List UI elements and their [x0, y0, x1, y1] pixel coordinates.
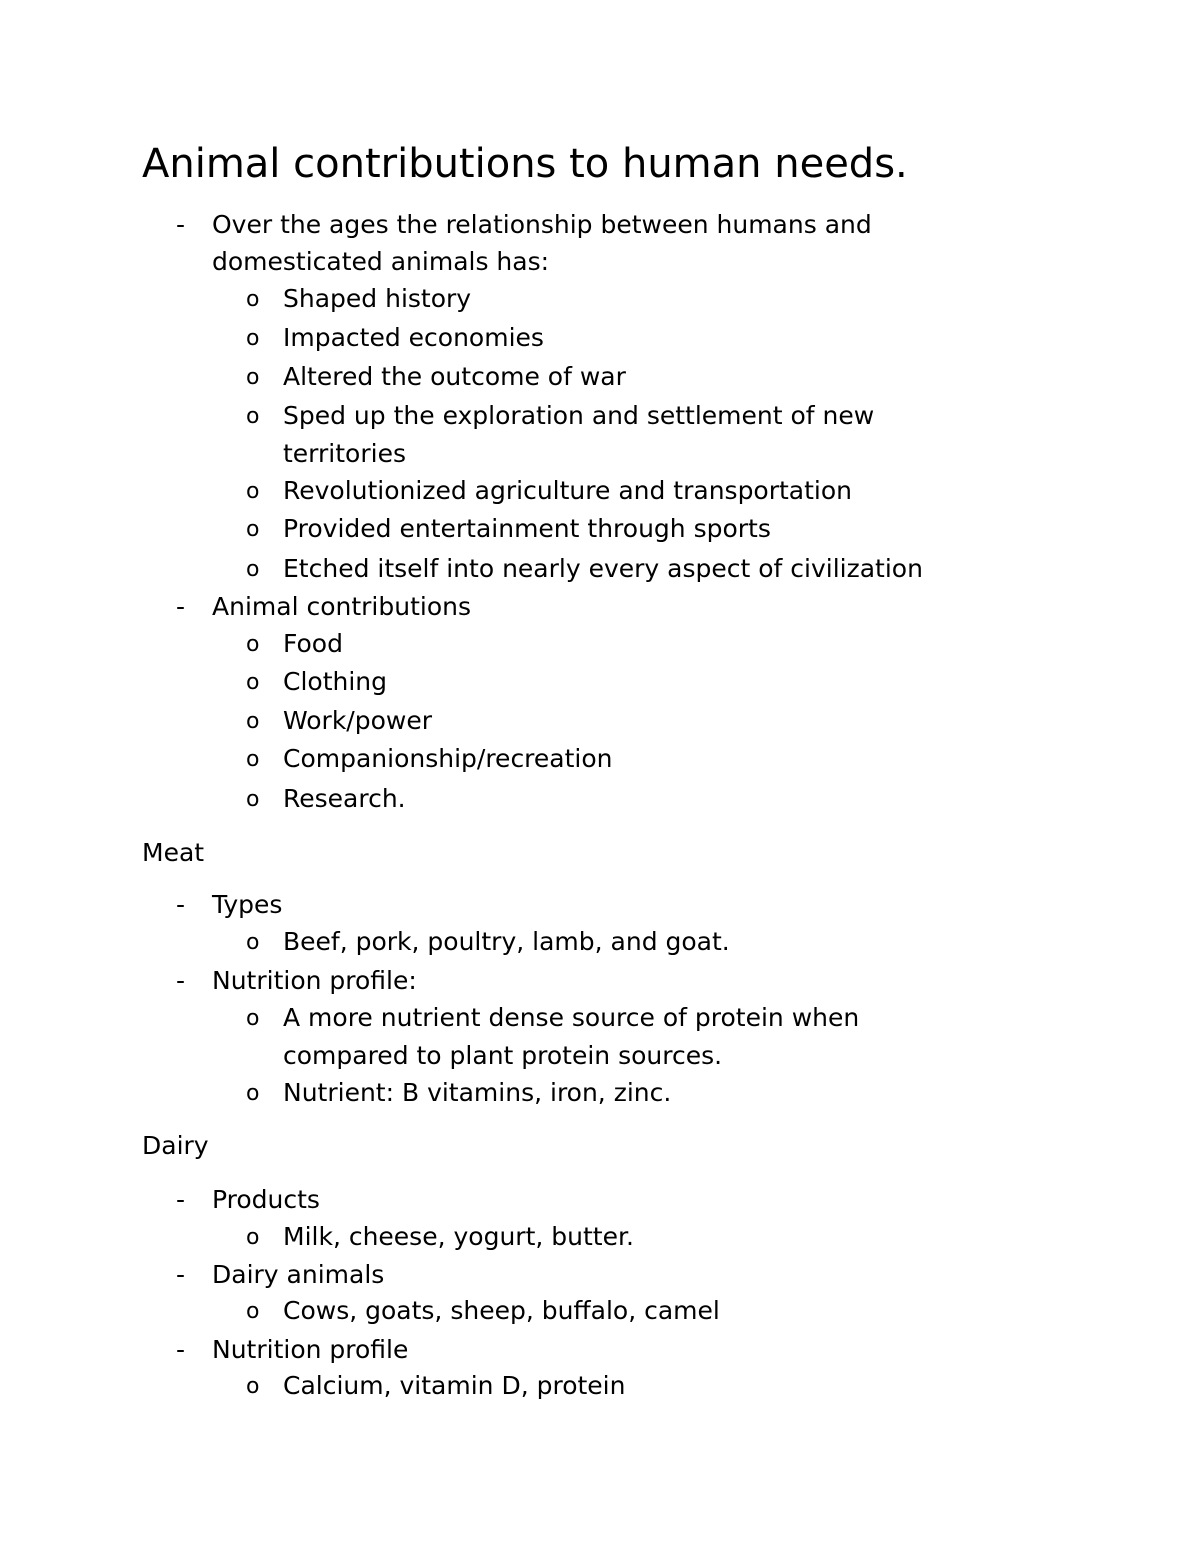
- circle-bullet: o: [246, 787, 260, 812]
- sub-bullet-text: Milk, cheese, yogurt, butter.: [283, 1222, 634, 1251]
- circle-bullet: o: [246, 930, 260, 955]
- circle-bullet: o: [246, 287, 260, 312]
- circle-bullet: o: [246, 365, 260, 390]
- dash-bullet: -: [176, 1260, 186, 1289]
- sub-bullet-text: Beef, pork, poultry, lamb, and goat.: [283, 927, 730, 956]
- circle-bullet: o: [246, 1299, 260, 1324]
- sub-bullet-text: Altered the outcome of war: [283, 362, 626, 391]
- dash-bullet: -: [176, 890, 186, 919]
- bullet-text: Dairy animals: [212, 1260, 385, 1289]
- circle-bullet: o: [246, 1006, 260, 1031]
- circle-bullet: o: [246, 1374, 260, 1399]
- bullet-text: Types: [212, 890, 283, 919]
- section-heading-meat: Meat: [142, 838, 205, 867]
- circle-bullet: o: [246, 479, 260, 504]
- sub-bullet-text: Nutrient: B vitamins, iron, zinc.: [283, 1078, 672, 1107]
- sub-bullet-text: Sped up the exploration and settlement of new: [283, 401, 875, 430]
- sub-bullet-text: A more nutrient dense source of protein when: [283, 1003, 860, 1032]
- circle-bullet: o: [246, 404, 260, 429]
- section-heading-dairy: Dairy: [142, 1131, 209, 1160]
- sub-bullet-text: Work/power: [283, 706, 432, 735]
- sub-bullet-text-continued: compared to plant protein sources.: [283, 1041, 723, 1070]
- bullet-text: Over the ages the relationship between humans and: [212, 210, 872, 239]
- circle-bullet: o: [246, 517, 260, 542]
- circle-bullet: o: [246, 1081, 260, 1106]
- sub-bullet-text: Impacted economies: [283, 323, 544, 352]
- page-title: Animal contributions to human needs.: [142, 141, 908, 187]
- sub-bullet-text: Etched itself into nearly every aspect of civilization: [283, 554, 923, 583]
- sub-bullet-text: Research.: [283, 784, 406, 813]
- sub-bullet-text: Food: [283, 629, 343, 658]
- dash-bullet: -: [176, 210, 186, 239]
- bullet-text: Nutrition profile:: [212, 966, 417, 995]
- circle-bullet: o: [246, 557, 260, 582]
- sub-bullet-text: Clothing: [283, 667, 388, 696]
- sub-bullet-text: Companionship/recreation: [283, 744, 613, 773]
- bullet-text: Animal contributions: [212, 592, 471, 621]
- sub-bullet-text-continued: territories: [283, 439, 406, 468]
- circle-bullet: o: [246, 632, 260, 657]
- sub-bullet-text: Calcium, vitamin D, protein: [283, 1371, 626, 1400]
- sub-bullet-text: Provided entertainment through sports: [283, 514, 771, 543]
- dash-bullet: -: [176, 1185, 186, 1214]
- dash-bullet: -: [176, 1335, 186, 1364]
- circle-bullet: o: [246, 747, 260, 772]
- circle-bullet: o: [246, 1225, 260, 1250]
- circle-bullet: o: [246, 670, 260, 695]
- sub-bullet-text: Revolutionized agriculture and transportation: [283, 476, 853, 505]
- circle-bullet: o: [246, 326, 260, 351]
- bullet-text-continued: domesticated animals has:: [212, 247, 550, 276]
- sub-bullet-text: Cows, goats, sheep, buffalo, camel: [283, 1296, 720, 1325]
- sub-bullet-text: Shaped history: [283, 284, 472, 313]
- dash-bullet: -: [176, 966, 186, 995]
- bullet-text: Nutrition profile: [212, 1335, 409, 1364]
- circle-bullet: o: [246, 709, 260, 734]
- dash-bullet: -: [176, 592, 186, 621]
- bullet-text: Products: [212, 1185, 320, 1214]
